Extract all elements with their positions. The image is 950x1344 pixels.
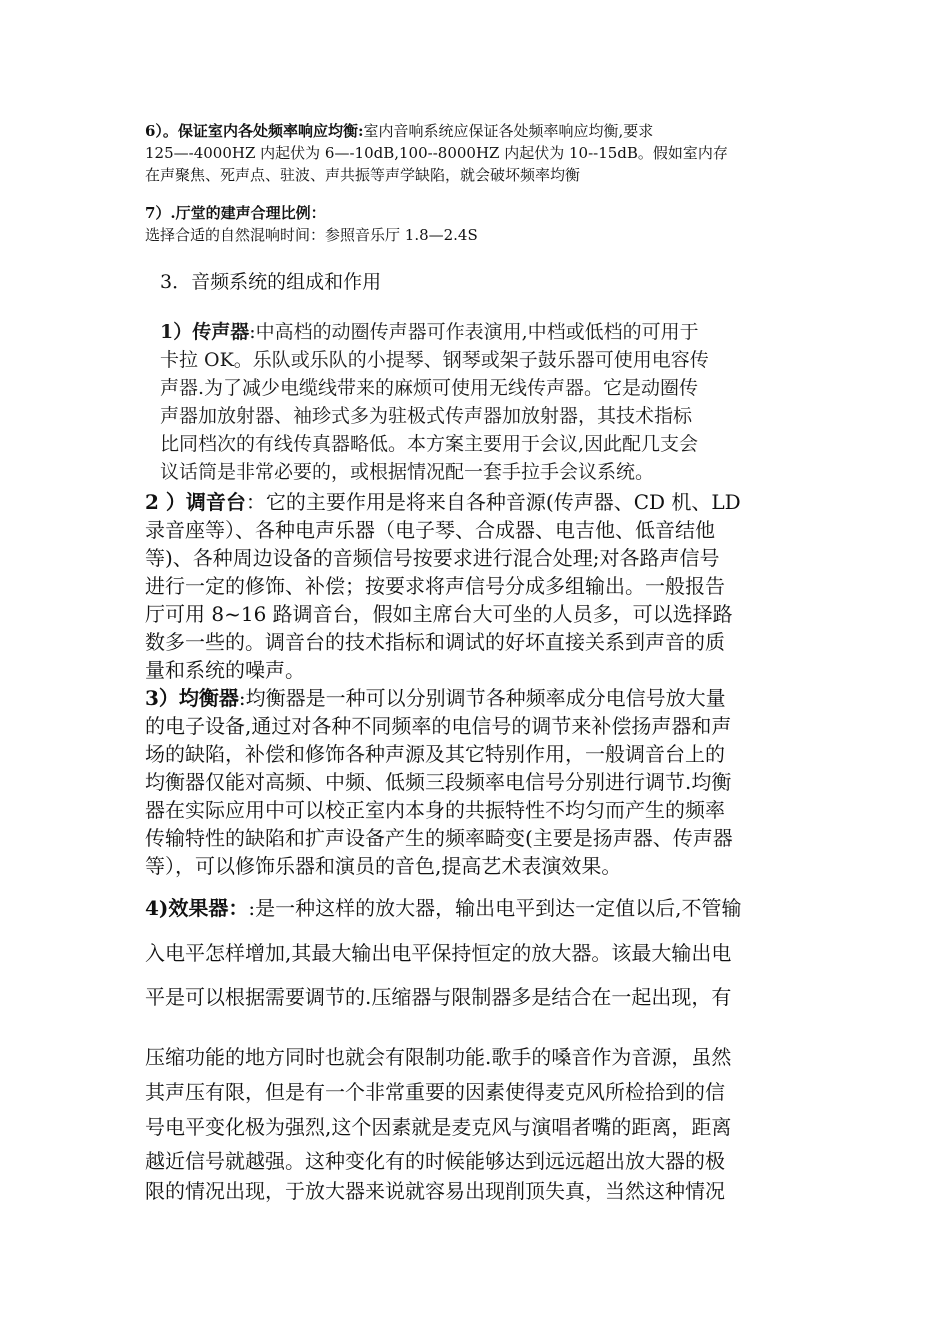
item-2-line-1: 2 ）调音台：它的主要作用是将来自各种音源(传声器、CD 机、LD (145, 490, 741, 514)
item-3-title: 3）均衡器 (145, 686, 239, 710)
item-2-line-6: 数多一些的。调音台的技术指标和调试的好坏直接关系到声音的质 (145, 630, 725, 654)
item-4-effects-unit (145, 886, 810, 1020)
section-6-line-2: 125—-4000HZ 内起伏为 6—-10dB,100--8000HZ 内起伏为 10--15dB。假如室内存 (145, 144, 728, 162)
item-2-title: 2 ）调音台 (145, 490, 246, 514)
item-2-mixer (145, 488, 810, 684)
item-1-microphone (160, 318, 810, 486)
item-4-line-8: 限的情况出现，于放大器来说就容易出现削顶失真，当然这种情况 (145, 1179, 725, 1203)
item-1-line-5: 比同档次的有线传真器略低。本方案主要用于会议,因此配几支会 (160, 433, 699, 455)
item-2-line-3: 等)、各种周边设备的音频信号按要求进行混合处理;对各路声信号 (145, 546, 720, 570)
item-1-line-3: 声器.为了减少电缆线带来的麻烦可使用无线传声器。它是动圈传 (160, 377, 699, 399)
item-1-title: 1）传声器 (160, 321, 250, 343)
section-7-title: 7）.厅堂的建声合理比例： (145, 204, 326, 222)
item-3-equalizer (145, 684, 810, 880)
section-6-line-3: 在声聚焦、死声点、驻波、声共振等声学缺陷，就会破坏频率均衡 (145, 166, 581, 184)
item-3-line-4: 均衡器仅能对高频、中频、低频三段频率电信号分别进行调节.均衡 (145, 770, 732, 794)
item-4-line-3: 平是可以根据需要调节的.压缩器与限制器多是结合在一起出现，有 (145, 985, 732, 1009)
item-4-line-1: 4)效果器：:是一种这样的放大器，输出电平到达一定值以后,不管输 (145, 896, 742, 920)
section-6-title: 6）。保证室内各处频率响应均衡: (145, 122, 364, 140)
item-4-continued (145, 1040, 810, 1205)
item-2-line-7: 量和系统的噪声。 (145, 658, 305, 682)
item-3-line-2: 的电子设备,通过对各种不同频率的电信号的调节来补偿扬声器和声 (145, 714, 732, 738)
section-7-line-1: 选择合适的自然混响时间：参照音乐厅 1.8—2.4S (145, 226, 478, 244)
item-4-line-5: 其声压有限，但是有一个非常重要的因素使得麦克风所检拾到的信 (145, 1080, 725, 1104)
item-2-line-2: 录音座等）、各种电声乐器（电子琴、合成器、电吉他、低音结他 (145, 518, 715, 542)
item-4-line-4: 压缩功能的地方同时也就会有限制功能.歌手的嗓音作为音源，虽然 (145, 1045, 732, 1069)
item-3-line-5: 器在实际应用中可以校正室内本身的共振特性不均匀而产生的频率 (145, 798, 725, 822)
section-3-heading: 3．音频系统的组成和作用 (160, 271, 382, 293)
section-6-line-1: 6）。保证室内各处频率响应均衡:室内音响系统应保证各处频率响应均衡,要求 (145, 122, 654, 140)
item-3-line-7: 等），可以修饰乐器和演员的音色,提高艺术表演效果。 (145, 854, 622, 878)
item-3-line-1: 3）均衡器:均衡器是一种可以分别调节各种频率成分电信号放大量 (145, 686, 726, 710)
item-4-line-6: 号电平变化极为强烈,这个因素就是麦克风与演唱者嘴的距离，距离 (145, 1115, 732, 1139)
item-1-line-2: 卡拉 OK。乐队或乐队的小提琴、钢琴或架子鼓乐器可使用电容传 (160, 349, 709, 371)
item-4-title: 4)效果器： (145, 896, 249, 920)
item-1-line-6: 议话筒是非常必要的，或根据情况配一套手拉手会议系统。 (160, 461, 655, 483)
item-4-line-2: 入电平怎样增加,其最大输出电平保持恒定的放大器。该最大输出电 (145, 940, 732, 965)
item-4-line-7: 越近信号就越强。这种变化有的时候能够达到远远超出放大器的极 (145, 1149, 725, 1173)
item-2-line-4: 进行一定的修饰、补偿；按要求将声信号分成多组输出。一般报告 (145, 574, 725, 598)
item-3-line-3: 场的缺陷，补偿和修饰各种声源及其它特别作用，一般调音台上的 (145, 742, 725, 766)
item-3-line-6: 传输特性的缺陷和扩声设备产生的频率畸变(主要是扬声器、传声器 (145, 826, 733, 850)
section-7 (145, 202, 810, 246)
section-6 (145, 120, 810, 186)
item-1-line-4: 声器加放射器、袖珍式多为驻极式传声器加放射器，其技术指标 (160, 405, 693, 427)
item-2-line-5: 厅可用 8~16 路调音台，假如主席台大可坐的人员多，可以选择路 (145, 602, 733, 626)
item-1-line-1: 1）传声器:中高档的动圈传声器可作表演用,中档或低档的可用于 (160, 321, 699, 343)
